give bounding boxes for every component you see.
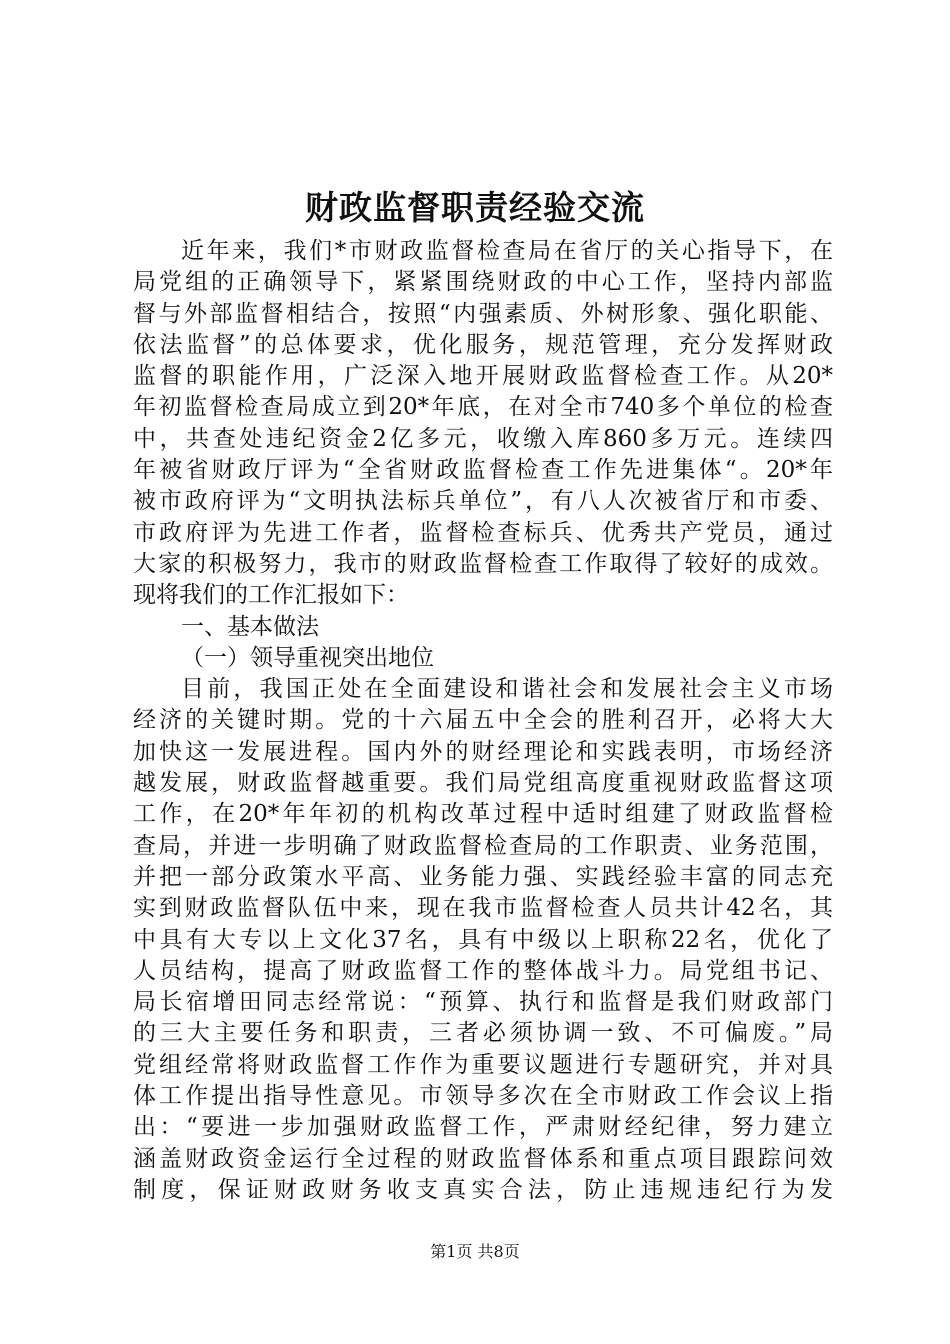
text-line: 人员结构，提高了财政监督工作的整体战斗力。局党组书记、 xyxy=(133,957,833,984)
text-line: 局长宿增田同志经常说：“预算、执行和监督是我们财政部门 xyxy=(133,989,833,1016)
text-line: 中具有大专以上文化37名，具有中级以上职称22名，优化了 xyxy=(133,926,833,953)
document-title: 财政监督职责经验交流 xyxy=(305,188,645,227)
text-line: 中，共查处违纪资金2亿多元，收缴入库860多万元。连续四 xyxy=(133,425,833,452)
text-line: 加快这一发展进程。国内外的财经理论和实践表明，市场经济 xyxy=(133,738,833,765)
document-body xyxy=(133,236,833,1206)
section-heading: 一、基本做法 xyxy=(181,613,319,640)
text-line: 年被省财政厅评为“全省财政监督检查工作先进集体“。20*年 xyxy=(133,457,833,484)
text-line: 近年来，我们*市财政监督检查局在省厅的关心指导下，在 xyxy=(181,238,833,264)
text-line: 涵盖财政资金运行全过程的财政监督体系和重点项目跟踪问效 xyxy=(133,1145,833,1172)
text-line: 经济的关键时期。党的十六届五中全会的胜利召开，必将大大 xyxy=(133,707,833,734)
text-line: 体工作提出指导性意见。市领导多次在全市财政工作会议上指 xyxy=(133,1083,833,1110)
text-line: 查局，并进一步明确了财政监督检查局的工作职责、业务范围， xyxy=(133,832,833,859)
text-line: 市政府评为先进工作者，监督检查标兵、优秀共产党员，通过 xyxy=(133,519,833,546)
text-line: 被市政府评为“文明执法标兵单位”，有八人次被省厅和市委、 xyxy=(133,488,833,515)
text-line: 监督的职能作用，广泛深入地开展财政监督检查工作。从20* xyxy=(133,363,833,390)
text-line: 依法监督”的总体要求，优化服务，规范管理，充分发挥财政 xyxy=(133,331,833,358)
text-line: 局党组的正确领导下，紧紧围绕财政的中心工作，坚持内部监 xyxy=(133,269,833,296)
text-line: 并把一部分政策水平高、业务能力强、实践经验丰富的同志充 xyxy=(133,863,833,890)
subsection-heading: （一）领导重视突出地位 xyxy=(181,644,434,671)
text-line: 越发展，财政监督越重要。我们局党组高度重视财政监督这项 xyxy=(133,770,833,797)
text-line: 目前，我国正处在全面建设和谐社会和发展社会主义市场 xyxy=(181,676,833,703)
text-line: 现将我们的工作汇报如下： xyxy=(133,582,409,609)
text-line: 党组经常将财政监督工作作为重要议题进行专题研究，并对具 xyxy=(133,1051,833,1078)
text-line: 督与外部监督相结合，按照“内强素质、外树形象、强化职能、 xyxy=(133,300,833,327)
text-line: 实到财政监督队伍中来，现在我市监督检查人员共计42名，其 xyxy=(133,895,833,922)
page-footer: 第1页 共8页 xyxy=(430,1242,520,1261)
text-line: 出：“要进一步加强财政监督工作，严肃财经纪律，努力建立 xyxy=(133,1114,833,1141)
text-line: 大家的积极努力，我市的财政监督检查工作取得了较好的成效。 xyxy=(133,550,833,577)
text-line: 工作，在20*年年初的机构改革过程中适时组建了财政监督检 xyxy=(133,801,833,828)
text-line: 年初监督检查局成立到20*年底，在对全市740多个单位的检查 xyxy=(133,394,833,421)
text-line: 的三大主要任务和职责，三者必须协调一致、不可偏废。”局 xyxy=(133,1020,833,1047)
text-line: 制度，保证财政财务收支真实合法，防止违规违纪行为发 xyxy=(133,1176,833,1203)
